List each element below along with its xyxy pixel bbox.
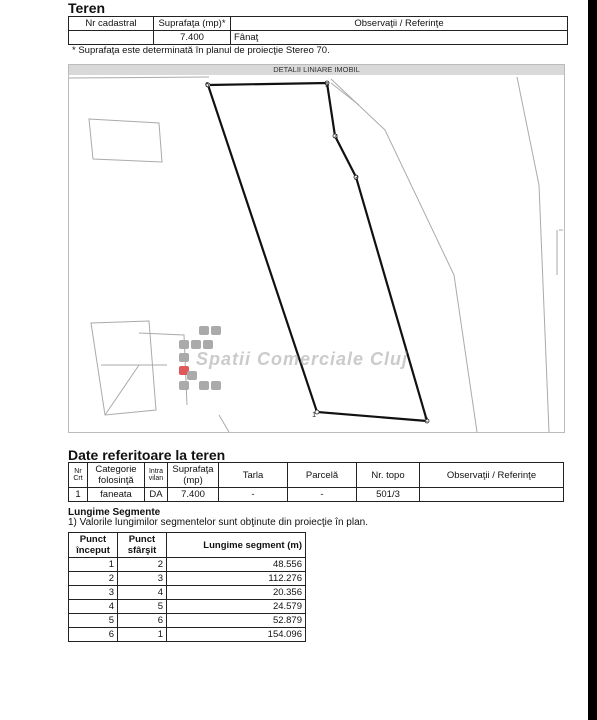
header-intravilan: Intra vilan bbox=[145, 463, 168, 488]
table-header-row bbox=[69, 463, 564, 488]
header-suprafata: Suprafaţa (mp)* bbox=[154, 17, 231, 31]
cell-categorie: faneata bbox=[88, 488, 145, 502]
cell-observatii bbox=[420, 488, 564, 502]
table-row bbox=[69, 31, 568, 45]
table-header-row bbox=[69, 17, 568, 31]
cell-length: 112.276 bbox=[167, 572, 306, 586]
scan-border bbox=[588, 0, 597, 720]
header-nr-crt: Nr Crt bbox=[69, 463, 88, 488]
boundary-line bbox=[105, 365, 139, 415]
table-row bbox=[69, 572, 306, 586]
header-punct-sfarsit: Punct sfârşit bbox=[118, 533, 167, 558]
point-label: 5 bbox=[325, 80, 330, 89]
cell-suprafata: 7.400 bbox=[154, 31, 231, 45]
header-parcela: Parcelă bbox=[288, 463, 357, 488]
table-row bbox=[69, 628, 306, 642]
neighbor-lot bbox=[91, 321, 156, 415]
header-punct-inceput: Punct început bbox=[69, 533, 118, 558]
cell-tarla: - bbox=[219, 488, 288, 502]
teren-table bbox=[68, 16, 568, 45]
header-observatii: Observaţii / Referinţe bbox=[420, 463, 564, 488]
table-row bbox=[69, 558, 306, 572]
point-label: 6 bbox=[205, 80, 210, 89]
road-line bbox=[331, 79, 477, 432]
header-observatii: Observaţii / Referinţe bbox=[231, 17, 568, 31]
neighbor-lot bbox=[89, 119, 162, 162]
cell-length: 154.096 bbox=[167, 628, 306, 642]
cell-end: 4 bbox=[118, 586, 167, 600]
section-title-date: Date referitoare la teren bbox=[68, 447, 226, 463]
point-label: 1 bbox=[312, 410, 317, 419]
header-categorie: Categorie folosinţă bbox=[88, 463, 145, 488]
point-label: 2 bbox=[424, 415, 429, 424]
header-suprafata: Suprafaţa (mp) bbox=[168, 463, 219, 488]
header-nr-topo: Nr. topo bbox=[357, 463, 420, 488]
map-drawing bbox=[69, 65, 564, 432]
table-row bbox=[69, 488, 564, 502]
cell-end: 5 bbox=[118, 600, 167, 614]
cell-nr-topo: 501/3 bbox=[357, 488, 420, 502]
cell-intravilan: DA bbox=[145, 488, 168, 502]
cell-nr-cadastral bbox=[69, 31, 154, 45]
section-title-segmente: Lungime Segmente bbox=[68, 507, 161, 518]
cell-start: 2 bbox=[69, 572, 118, 586]
cell-end: 2 bbox=[118, 558, 167, 572]
parcel-outline bbox=[208, 83, 427, 421]
segmente-table bbox=[68, 532, 306, 642]
boundary-line bbox=[69, 77, 209, 78]
table-row bbox=[69, 614, 306, 628]
cell-nr-crt: 1 bbox=[69, 488, 88, 502]
boundary-line bbox=[331, 83, 359, 105]
cell-start: 5 bbox=[69, 614, 118, 628]
segmente-subtitle: 1) Valorile lungimilor segmentelor sunt obţinute din proiecţie în plan. bbox=[68, 517, 368, 528]
cell-start: 6 bbox=[69, 628, 118, 642]
cell-end: 1 bbox=[118, 628, 167, 642]
footnote: * Suprafaţa este determinată în planul de proiecţie Stereo 70. bbox=[72, 45, 330, 56]
cell-start: 1 bbox=[69, 558, 118, 572]
cell-end: 6 bbox=[118, 614, 167, 628]
header-nr-cadastral: Nr cadastral bbox=[69, 17, 154, 31]
table-row bbox=[69, 586, 306, 600]
road-line bbox=[517, 77, 549, 432]
section-title-teren: Teren bbox=[68, 0, 106, 16]
boundary-line bbox=[219, 415, 229, 432]
cell-observatii: Fânaţ bbox=[231, 31, 568, 45]
cell-length: 20.356 bbox=[167, 586, 306, 600]
header-lungime: Lungime segment (m) bbox=[167, 533, 306, 558]
point-label: 4 bbox=[334, 132, 339, 141]
date-table bbox=[68, 462, 564, 502]
table-row bbox=[69, 600, 306, 614]
cell-suprafata: 7.400 bbox=[168, 488, 219, 502]
cell-start: 3 bbox=[69, 586, 118, 600]
table-header-row bbox=[69, 533, 306, 558]
cell-end: 3 bbox=[118, 572, 167, 586]
cell-length: 52.879 bbox=[167, 614, 306, 628]
point-label: 3 bbox=[354, 173, 359, 182]
cell-length: 48.556 bbox=[167, 558, 306, 572]
parcel-map bbox=[68, 64, 565, 433]
map-header: DETALII LINIARE IMOBIL bbox=[69, 65, 564, 75]
header-tarla: Tarla bbox=[219, 463, 288, 488]
cell-parcela: - bbox=[288, 488, 357, 502]
watermark-text: Spatii Comerciale Cluj bbox=[196, 349, 409, 369]
cell-length: 24.579 bbox=[167, 600, 306, 614]
cell-start: 4 bbox=[69, 600, 118, 614]
